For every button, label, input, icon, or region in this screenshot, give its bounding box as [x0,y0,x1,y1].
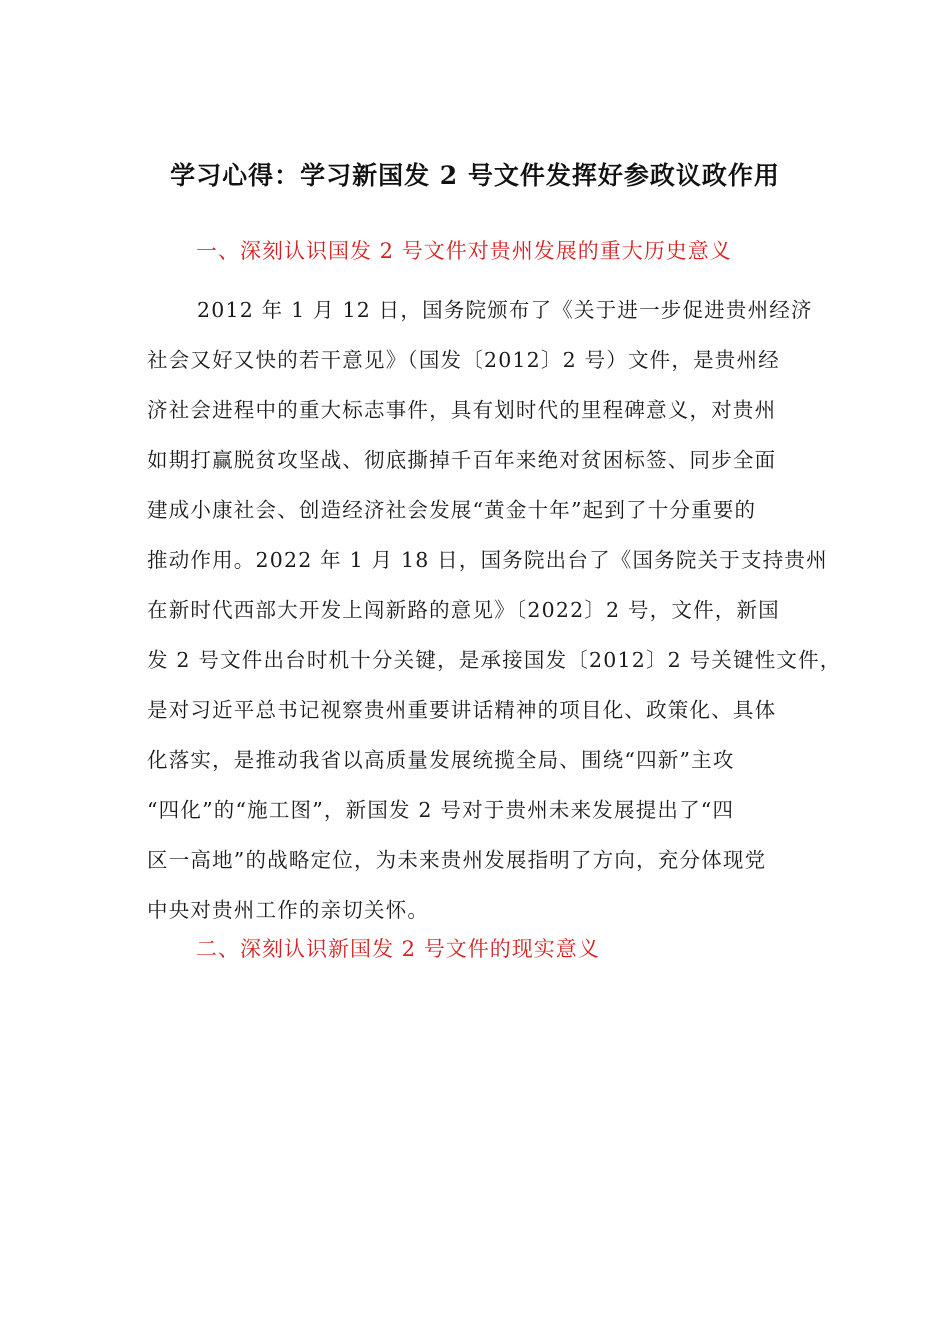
paragraph-line: 发 2 号文件出台时机十分关键，是承接国发〔2012〕2 号关键性文件， [147,648,842,672]
paragraph-line: 在新时代西部大开发上闯新路的意见》〔2022〕2 号，文件，新国 [147,598,780,622]
section-heading-2: 二、深刻认识新国发 2 号文件的现实意义 [196,937,600,961]
paragraph-line: 2012 年 1 月 12 日，国务院颁布了《关于进一步促进贵州经济 [197,298,813,322]
paragraph-line: 推动作用。2022 年 1 月 18 日，国务院出台了《国务院关于支持贵州 [147,548,828,572]
section-1-body [147,285,842,935]
paragraph-line: 是对习近平总书记视察贵州重要讲话精神的项目化、政策化、具体 [147,698,777,722]
paragraph-line: 济社会进程中的重大标志事件，具有划时代的里程碑意义，对贵州 [147,398,777,422]
paragraph-line: 区一高地”的战略定位，为未来贵州发展指明了方向，充分体现党 [147,848,767,872]
paragraph-line: 如期打赢脱贫攻坚战、彻底撕掉千百年来绝对贫困标签、同步全面 [147,448,777,472]
paragraph-line: 化落实，是推动我省以高质量发展统揽全局、围绕“四新”主攻 [147,748,735,772]
paragraph-line: 社会又好又快的若干意见》（国发〔2012〕2 号）文件，是贵州经 [147,348,780,372]
document-title: 学习心得：学习新国发 2 号文件发挥好参政议政作用 [170,161,780,190]
paragraph-line: 建成小康社会、创造经济社会发展“黄金十年”起到了十分重要的 [147,498,757,522]
paragraph-line: “四化”的“施工图”，新国发 2 号对于贵州未来发展提出了“四 [147,798,735,822]
paragraph-line: 中央对贵州工作的亲切关怀。 [147,898,430,922]
section-heading-1: 一、深刻认识国发 2 号文件对贵州发展的重大历史意义 [196,239,732,263]
